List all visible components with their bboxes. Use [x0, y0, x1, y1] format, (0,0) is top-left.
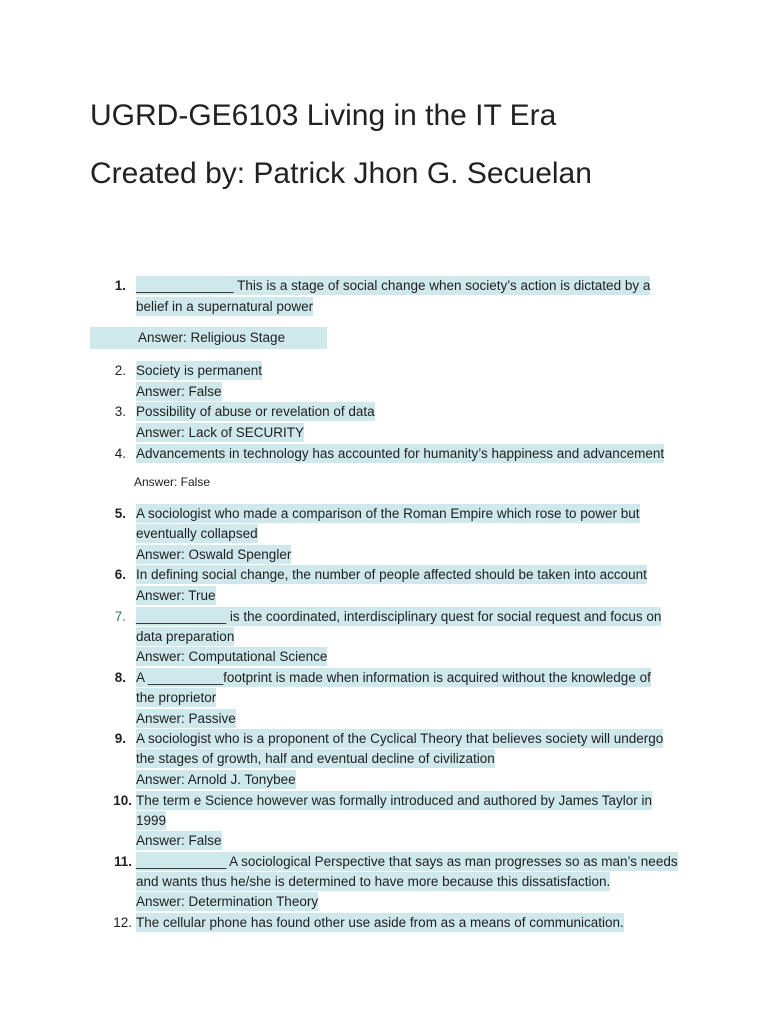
question-text-line: eventually collapsed: [136, 526, 258, 541]
answer-text: Answer: False: [136, 833, 222, 848]
question-number: 8.: [114, 670, 126, 685]
question-text-line: ____________ is the coordinated, interdisciplinary quest for social request and focus on: [136, 609, 662, 624]
question-number: 12.: [113, 915, 132, 930]
question-text-line: The term e Science however was formally introduced and authored by James Taylor in: [136, 793, 653, 808]
question-number: 10.: [113, 793, 132, 808]
question-number: 3.: [114, 404, 126, 419]
question-text-line: Society is permanent: [136, 363, 263, 378]
question-number: 5.: [114, 506, 126, 521]
question-text-line: Advancements in technology has accounted for humanity’s happiness and advancement: [136, 446, 665, 461]
question-text-line: _____________ This is a stage of social change when society’s action is dictated by a: [136, 278, 651, 293]
answer-text: Answer: Lack of SECURITY: [136, 425, 305, 440]
question-number: 1.: [114, 278, 126, 293]
question-text-line: A __________footprint is made when information is acquired without the knowledge of: [136, 670, 651, 685]
question-text-line: In defining social change, the number of people affected should be taken into account: [136, 567, 647, 582]
answer-text: Answer: Religious Stage: [138, 330, 286, 345]
question-text-line: the stages of growth, half and eventual decline of civilization: [136, 751, 495, 766]
question-number: 6.: [114, 567, 126, 582]
answer-text: Answer: False: [134, 475, 211, 489]
answer-text: Answer: Passive: [136, 711, 236, 726]
question-text-line: A sociologist who is a proponent of the Cyclical Theory that believes society will undergo: [136, 731, 664, 746]
question-number: 11.: [113, 854, 132, 869]
question-text-line: ____________ A sociological Perspective that says as man progresses so as man’s needs: [136, 854, 678, 869]
answer-text: Answer: Arnold J. Tonybee: [136, 772, 296, 787]
answer-text: Answer: Oswald Spengler: [136, 547, 292, 562]
question-number: 2.: [114, 363, 126, 378]
answer-text: Answer: False: [136, 384, 222, 399]
question-text-line: data preparation: [136, 629, 235, 644]
answer-text: Answer: True: [136, 588, 216, 603]
question-number: 9.: [114, 731, 126, 746]
question-text-line: A sociologist who made a comparison of the Roman Empire which rose to power but: [136, 506, 640, 521]
question-text-line: the proprietor: [136, 690, 217, 705]
question-text-line: 1999: [136, 813, 167, 828]
question-text-line: Possibility of abuse or revelation of data: [136, 404, 375, 419]
answer-text: Answer: Computational Science: [136, 649, 328, 664]
question-text-line: belief in a supernatural power: [136, 299, 314, 314]
question-number: 7.: [114, 609, 126, 624]
question-number: 4.: [114, 446, 126, 461]
question-text-line: The cellular phone has found other use aside from as a means of communication.: [136, 915, 624, 930]
question-text-line: and wants thus he/she is determined to have more because this dissatisfaction.: [136, 874, 611, 889]
answer-text: Answer: Determination Theory: [136, 894, 319, 909]
document-author: Created by: Patrick Jhon G. Secuelan: [90, 157, 592, 190]
document-title: UGRD-GE6103 Living in the IT Era: [90, 99, 557, 132]
